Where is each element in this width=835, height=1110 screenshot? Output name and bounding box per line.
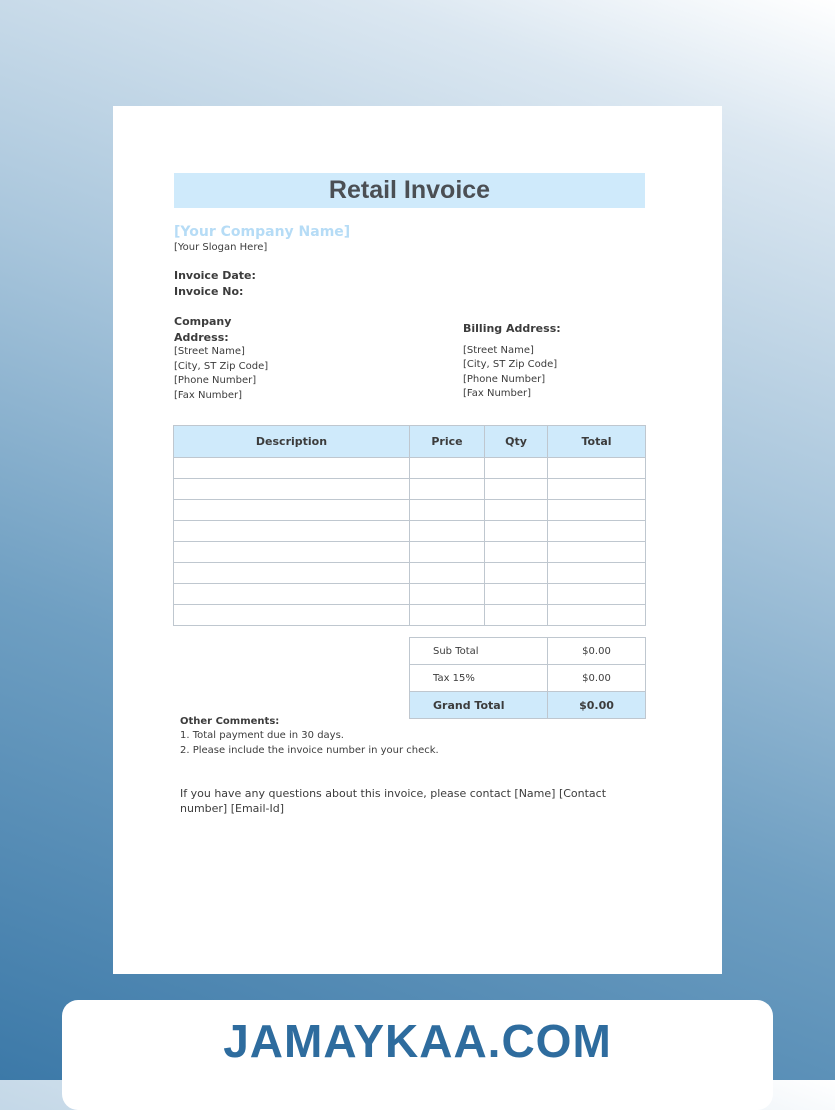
table-cell[interactable]	[410, 521, 485, 542]
table-cell[interactable]	[174, 521, 410, 542]
table-cell[interactable]	[174, 458, 410, 479]
table-cell[interactable]	[548, 605, 646, 626]
table-cell[interactable]	[485, 521, 548, 542]
company-street: [Street Name]	[174, 346, 245, 357]
table-row	[174, 458, 646, 479]
invoice-title: Retail Invoice	[174, 173, 645, 208]
table-row	[174, 605, 646, 626]
tax-value: $0.00	[548, 665, 646, 692]
company-address	[174, 314, 268, 403]
table-cell[interactable]	[410, 500, 485, 521]
company-phone: [Phone Number]	[174, 375, 257, 386]
subtotal-row	[410, 638, 646, 665]
table-cell[interactable]	[485, 479, 548, 500]
table-cell[interactable]	[485, 542, 548, 563]
table-cell[interactable]	[410, 542, 485, 563]
billing-address	[463, 321, 561, 402]
table-cell[interactable]	[410, 605, 485, 626]
billing-street: [Street Name]	[463, 344, 534, 356]
subtotal-label: Sub Total	[410, 638, 548, 665]
table-cell[interactable]	[410, 479, 485, 500]
table-row	[174, 521, 646, 542]
invoice-page	[113, 106, 722, 974]
table-row	[174, 479, 646, 500]
table-cell[interactable]	[548, 458, 646, 479]
invoice-date-label: Invoice Date:	[174, 269, 256, 282]
table-cell[interactable]	[548, 500, 646, 521]
table-cell[interactable]	[174, 500, 410, 521]
table-cell[interactable]	[485, 563, 548, 584]
table-cell[interactable]	[410, 458, 485, 479]
tax-label: Tax 15%	[410, 665, 548, 692]
column-header-qty: Qty	[485, 426, 548, 458]
table-row	[174, 563, 646, 584]
table-cell[interactable]	[548, 563, 646, 584]
company-slogan: [Your Slogan Here]	[174, 242, 268, 253]
table-cell[interactable]	[548, 479, 646, 500]
comments-heading: Other Comments:	[180, 716, 280, 727]
grand-total-label: Grand Total	[410, 692, 548, 719]
company-address-label-2: Address:	[174, 330, 229, 344]
table-cell[interactable]	[548, 542, 646, 563]
invoice-number-label: Invoice No:	[174, 284, 244, 298]
contact-line: If you have any questions about this invoice, please contact [Name] [Contact number] [Email-Id]	[180, 787, 607, 815]
table-cell[interactable]	[410, 584, 485, 605]
billing-address-label: Billing Address:	[463, 322, 561, 335]
grand-total-value: $0.00	[548, 692, 646, 719]
table-row	[174, 500, 646, 521]
company-name: [Your Company Name]	[174, 224, 351, 240]
table-cell[interactable]	[174, 584, 410, 605]
billing-city: [City, ST Zip Code]	[463, 359, 558, 370]
company-city: [City, ST Zip Code]	[174, 360, 269, 372]
column-header-price: Price	[410, 426, 485, 458]
table-row	[174, 584, 646, 605]
invoice-meta	[174, 268, 256, 299]
totals-table	[409, 637, 646, 719]
table-row	[174, 542, 646, 563]
table-cell[interactable]	[485, 458, 548, 479]
table-cell[interactable]	[485, 605, 548, 626]
billing-fax: [Fax Number]	[463, 388, 532, 399]
table-cell[interactable]	[548, 584, 646, 605]
brand-banner	[62, 1000, 773, 1110]
line-items-body	[174, 458, 646, 626]
line-items-table	[173, 425, 646, 626]
brand-logo-text: JAMAYKAA.COM	[223, 1015, 612, 1067]
table-header-row	[174, 426, 646, 458]
table-cell[interactable]	[410, 563, 485, 584]
company-fax: [Fax Number]	[174, 389, 243, 401]
table-cell[interactable]	[485, 584, 548, 605]
comment-item: 1. Total payment due in 30 days.	[180, 730, 344, 741]
other-comments	[180, 715, 439, 758]
column-header-total: Total	[548, 426, 646, 458]
table-cell[interactable]	[174, 479, 410, 500]
table-cell[interactable]	[174, 605, 410, 626]
comment-item: 2. Please include the invoice number in your check.	[180, 744, 439, 756]
table-cell[interactable]	[174, 542, 410, 563]
table-cell[interactable]	[548, 521, 646, 542]
tax-row	[410, 665, 646, 692]
billing-phone: [Phone Number]	[463, 373, 546, 385]
subtotal-value: $0.00	[548, 638, 646, 665]
grand-total-row	[410, 692, 646, 719]
table-cell[interactable]	[174, 563, 410, 584]
column-header-description: Description	[174, 426, 410, 458]
company-address-label-1: Company	[174, 315, 232, 328]
table-cell[interactable]	[485, 500, 548, 521]
